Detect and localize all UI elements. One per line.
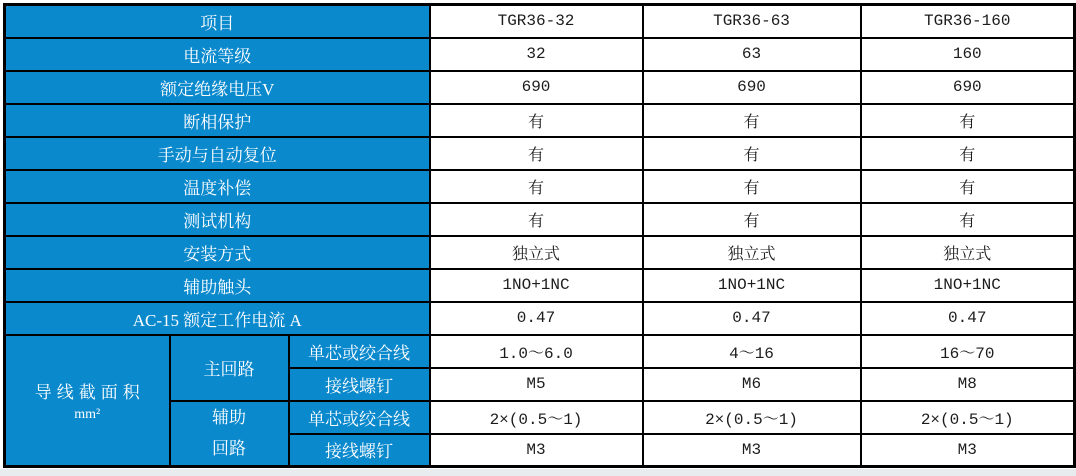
value-cell: 有 <box>430 104 643 137</box>
sub-row-label: 接线螺钉 <box>289 434 430 467</box>
table-row-temperature-compensation <box>5 170 1075 203</box>
table-row-main-circuit-wire <box>5 335 1075 368</box>
value-cell: 有 <box>430 137 643 170</box>
value-cell: 1NO+1NC <box>643 269 861 302</box>
value-cell: 1NO+1NC <box>861 269 1075 302</box>
value-cell: 690 <box>861 71 1075 104</box>
row-label: 额定绝缘电压V <box>5 71 430 104</box>
aux-circuit-label-line1: 辅助 <box>212 408 246 428</box>
header-row <box>5 5 1075 38</box>
row-label: 测试机构 <box>5 203 430 236</box>
value-cell: 有 <box>861 170 1075 203</box>
value-cell: 有 <box>643 170 861 203</box>
table-row-insulation-voltage <box>5 71 1075 104</box>
row-label: 安装方式 <box>5 236 430 269</box>
table-row-phase-failure-protection <box>5 104 1075 137</box>
spec-table <box>3 3 1076 468</box>
value-cell: 独立式 <box>861 236 1075 269</box>
value-cell: M6 <box>643 368 861 401</box>
model-column-header: TGR36-32 <box>430 5 643 38</box>
model-column-header: TGR36-63 <box>643 5 861 38</box>
row-label: 断相保护 <box>5 104 430 137</box>
value-cell: 4～16 <box>643 335 861 368</box>
wire-section-label <box>5 335 170 467</box>
value-cell: 有 <box>861 203 1075 236</box>
value-cell: 2×(0.5～1) <box>861 401 1075 434</box>
value-cell: 63 <box>643 38 861 71</box>
value-cell: 0.47 <box>430 302 643 335</box>
value-cell: 有 <box>643 137 861 170</box>
value-cell: 有 <box>430 203 643 236</box>
wire-section-unit: mm² <box>74 406 101 422</box>
value-cell: 独立式 <box>430 236 643 269</box>
model-column-header: TGR36-160 <box>861 5 1075 38</box>
sub-row-label: 单芯或绞合线 <box>289 335 430 368</box>
sub-row-label: 单芯或绞合线 <box>289 401 430 434</box>
table-row-auxiliary-contacts <box>5 269 1075 302</box>
value-cell: 1NO+1NC <box>430 269 643 302</box>
row-label: 温度补偿 <box>5 170 430 203</box>
row-label: 电流等级 <box>5 38 430 71</box>
value-cell: 2×(0.5～1) <box>643 401 861 434</box>
table-row-mounting-type <box>5 236 1075 269</box>
row-label: 辅助触头 <box>5 269 430 302</box>
value-cell: 有 <box>861 104 1075 137</box>
value-cell: 0.47 <box>643 302 861 335</box>
value-cell: 690 <box>643 71 861 104</box>
header-item-label: 项目 <box>5 5 430 38</box>
row-label: 手动与自动复位 <box>5 137 430 170</box>
value-cell: 32 <box>430 38 643 71</box>
table-row-manual-auto-reset <box>5 137 1075 170</box>
wire-section-label-text: 导线截面积 <box>34 382 145 402</box>
value-cell: 有 <box>643 203 861 236</box>
table-row-current-rating <box>5 38 1075 71</box>
table-row-test-mechanism <box>5 203 1075 236</box>
value-cell: 0.47 <box>861 302 1075 335</box>
value-cell: 160 <box>861 38 1075 71</box>
value-cell: 16～70 <box>861 335 1075 368</box>
value-cell: M5 <box>430 368 643 401</box>
value-cell: M8 <box>861 368 1075 401</box>
value-cell: M3 <box>430 434 643 467</box>
value-cell: 独立式 <box>643 236 861 269</box>
value-cell: 有 <box>861 137 1075 170</box>
table-row-ac15-rated-current <box>5 302 1075 335</box>
aux-circuit-label <box>170 401 289 467</box>
row-label: AC-15 额定工作电流 A <box>5 302 430 335</box>
value-cell: 有 <box>430 170 643 203</box>
bottom-strip <box>0 469 1076 476</box>
main-circuit-label: 主回路 <box>170 335 289 401</box>
aux-circuit-label-line2: 回路 <box>212 439 246 459</box>
value-cell: 有 <box>643 104 861 137</box>
value-cell: 1.0～6.0 <box>430 335 643 368</box>
value-cell: M3 <box>643 434 861 467</box>
sub-row-label: 接线螺钉 <box>289 368 430 401</box>
value-cell: 690 <box>430 71 643 104</box>
value-cell: M3 <box>861 434 1075 467</box>
value-cell: 2×(0.5～1) <box>430 401 643 434</box>
